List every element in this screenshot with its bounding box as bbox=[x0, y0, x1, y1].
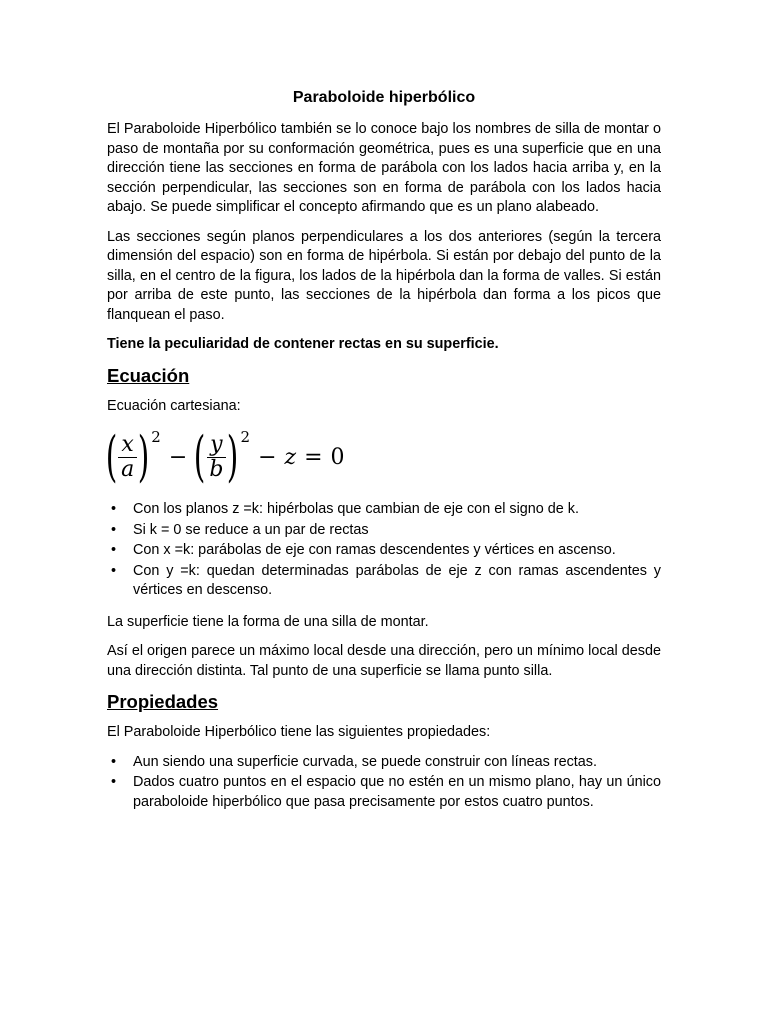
list-item: • Con los planos z =k: hipérbolas que cambian de eje con el signo de k. bbox=[107, 500, 661, 520]
ecuacion-label: Ecuación cartesiana: bbox=[107, 397, 241, 414]
propiedades-bullet-list bbox=[107, 753, 661, 813]
numerator-y: y bbox=[207, 433, 225, 458]
cartesian-equation bbox=[107, 426, 661, 488]
open-paren: ( bbox=[105, 425, 118, 488]
silla-paragraph: La superficie tiene la forma de una silla de montar. bbox=[107, 613, 429, 630]
propiedades-heading: Propiedades bbox=[107, 691, 219, 712]
denominator-a: a bbox=[121, 456, 135, 482]
close-paren: ) bbox=[137, 425, 150, 488]
ecuacion-bullet-list bbox=[107, 500, 661, 601]
list-item: • Con y =k: quedan determinadas parábolas de eje z con ramas ascendentes y vértices en descenso. bbox=[107, 562, 661, 601]
variable-z: z bbox=[284, 444, 297, 470]
numerator-x: x bbox=[118, 433, 136, 458]
list-item: • Aun siendo una superficie curvada, se puede construir con líneas rectas. bbox=[107, 753, 661, 773]
intro-paragraph-1: El Paraboloide Hiperbólico también se lo conoce bajo los nombres de silla de montar o paso de montaña por su conformación geométrica, pues es una superficie que en una dirección tiene las secciones en forma de parábola con los lados hacia arriba y, en la sección perpendicular, las secciones son en forma de parábola con los lados hacia abajo. Se puede simplificar el concepto afirmando que es un plano alabeado. bbox=[107, 121, 661, 215]
list-item: • Dados cuatro puntos en el espacio que no estén en un mismo plano, hay un único paraboloide hiperbólico que pasa precisamente por estos cuatro puntos. bbox=[107, 773, 661, 812]
open-paren: ( bbox=[194, 425, 206, 488]
denominator-b: b bbox=[209, 456, 224, 482]
propiedades-intro: El Paraboloide Hiperbólico tiene las siguientes propiedades: bbox=[107, 724, 491, 740]
origen-paragraph: Así el origen parece un máximo local desde una dirección, pero un mínimo local desde una dirección distinta. Tal punto de una superficie se llama punto silla. bbox=[107, 643, 661, 679]
close-paren: ) bbox=[227, 425, 239, 488]
intro-paragraph-2: Las secciones según planos perpendiculares a los dos anteriores (según la tercera dimensión del espacio) son en forma de hipérbola. Si están por debajo del punto de la silla, en el centro de la figura, los lados de la hipérbola dan la forma de valles. Si están por arriba de este punto, las secciones de la hipérbola dan forma a los picos que flanquean el paso. bbox=[107, 228, 661, 323]
document-page bbox=[107, 88, 661, 824]
minus-sign: − bbox=[168, 444, 188, 470]
exponent: 2 bbox=[151, 428, 161, 446]
exponent: 2 bbox=[240, 428, 251, 446]
fraction-y-over-b bbox=[206, 433, 226, 482]
list-item: • Si k = 0 se reduce a un par de rectas bbox=[107, 521, 661, 541]
intro-paragraph-3: Tiene la peculiaridad de contener rectas en su superficie. bbox=[107, 336, 499, 352]
equals-sign: = bbox=[304, 444, 323, 470]
ecuacion-heading: Ecuación bbox=[107, 364, 190, 386]
document-title: Paraboloide hiperbólico bbox=[292, 89, 476, 106]
minus-sign: − bbox=[258, 444, 277, 470]
zero: 0 bbox=[330, 444, 345, 470]
fraction-x-over-a bbox=[118, 433, 137, 482]
list-item: • Con x =k: parábolas de eje con ramas descendentes y vértices en ascenso. bbox=[107, 541, 661, 561]
